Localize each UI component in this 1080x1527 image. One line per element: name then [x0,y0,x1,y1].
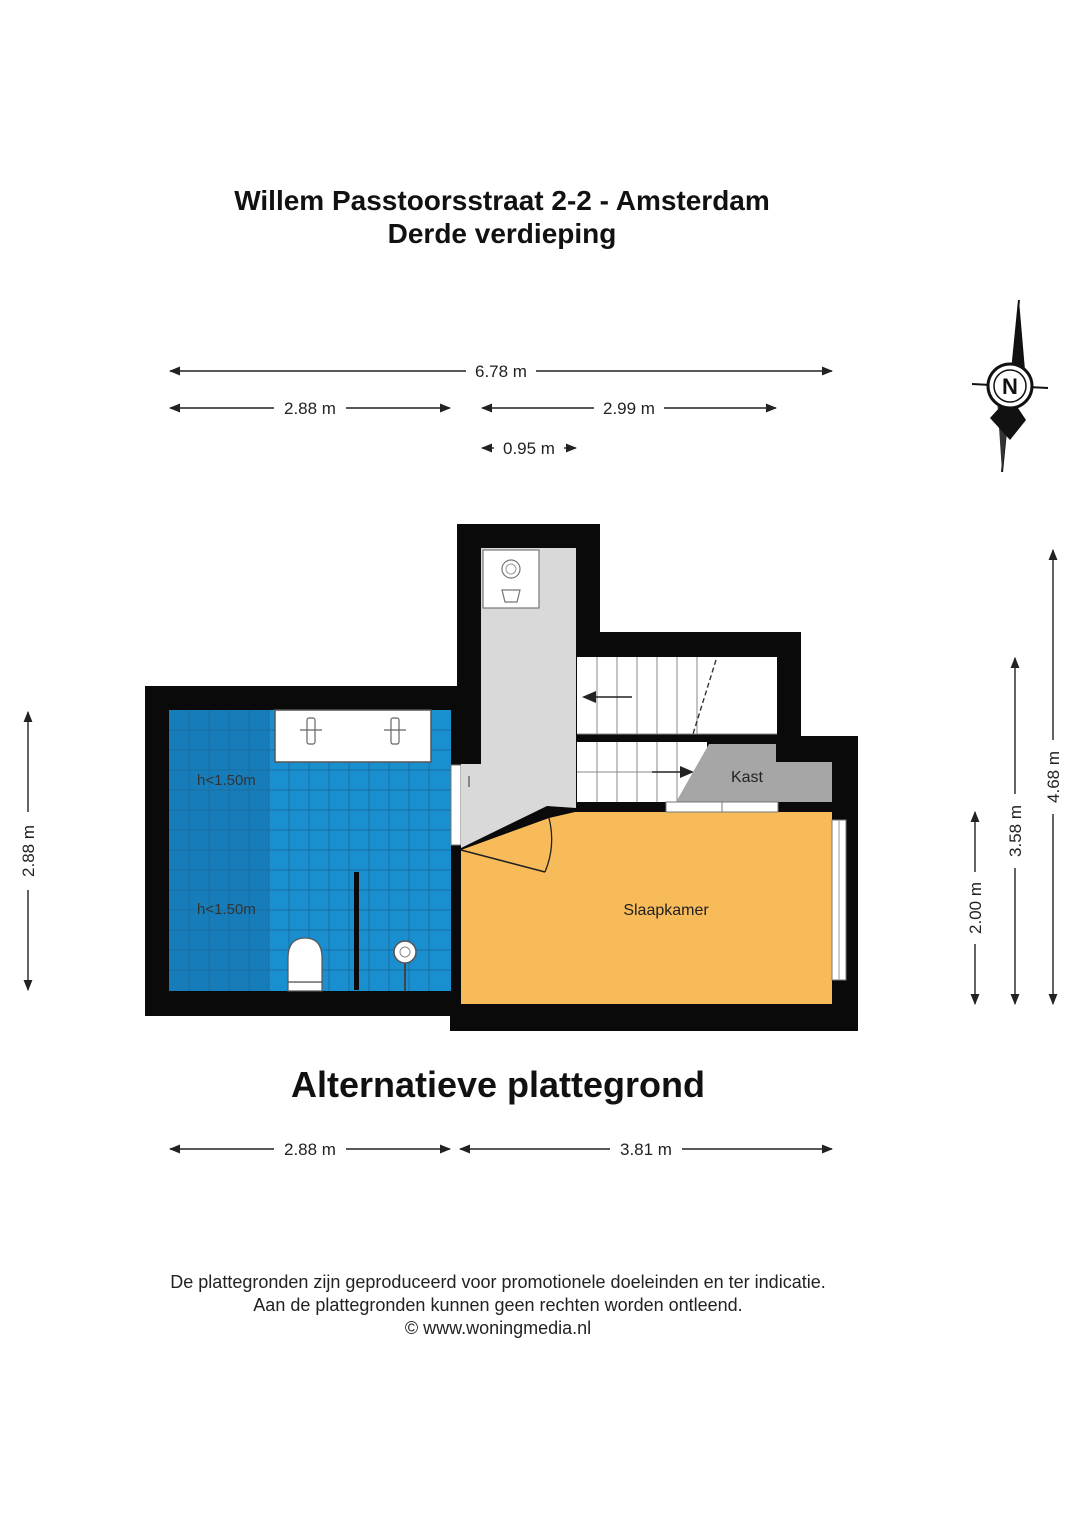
compass-label: N [1002,374,1018,399]
dim-right-c-label: 4.68 m [1044,751,1063,803]
dim-top-left [170,399,450,418]
bathroom [169,710,461,991]
plan-heading: Alternatieve plattegrond [290,1064,706,1105]
dim-right-b-label: 3.58 m [1006,805,1025,857]
floor-title: Derde verdieping [387,218,617,249]
dim-top-small-label: 0.95 m [503,439,555,458]
shower-screen [354,872,359,990]
dim-right-a-label: 2.00 m [966,882,985,934]
dim-right-a [966,812,985,1004]
floorplan [145,524,858,1031]
dim-bottom-left-label: 2.88 m [284,1140,336,1159]
dim-bottom-right [460,1140,832,1159]
slaapkamer-label: Slaapkamer [623,902,709,919]
washing-machine-icon [483,550,539,608]
dim-right-c [1044,550,1063,1004]
dim-top-right [482,399,776,418]
dim-top-right-label: 2.99 m [603,399,655,418]
compass-icon [972,300,1048,472]
bathroom-height-label-2: h<1.50m [197,901,256,918]
footer-line-3: © www.woningmedia.nl [404,1318,592,1338]
double-sink-icon [275,710,431,762]
dim-bottom-right-label: 3.81 m [620,1140,672,1159]
dim-left-height-label: 2.88 m [19,825,38,877]
dim-top-small [482,439,576,458]
footer-line-2: Aan de plattegronden kunnen geen rechten worden ontleend. [253,1295,743,1315]
bathroom-door [451,765,461,845]
dim-bottom-left [170,1140,450,1159]
dim-top-total [170,362,832,381]
dim-left-height [19,712,38,990]
dim-top-left-label: 2.88 m [284,399,336,418]
slaapkamer [461,802,846,1004]
bathroom-height-label-1: h<1.50m [197,772,256,789]
address-title: Willem Passtoorsstraat 2-2 - Amsterdam [234,185,770,216]
dim-top-total-label: 6.78 m [475,362,527,381]
dim-right-b [1006,658,1025,1004]
footer-line-1: De plattegronden zijn geproduceerd voor promotionele doeleinden en ter indicatie. [170,1272,826,1292]
kast-label: Kast [730,769,764,786]
toilet-icon [288,938,322,991]
